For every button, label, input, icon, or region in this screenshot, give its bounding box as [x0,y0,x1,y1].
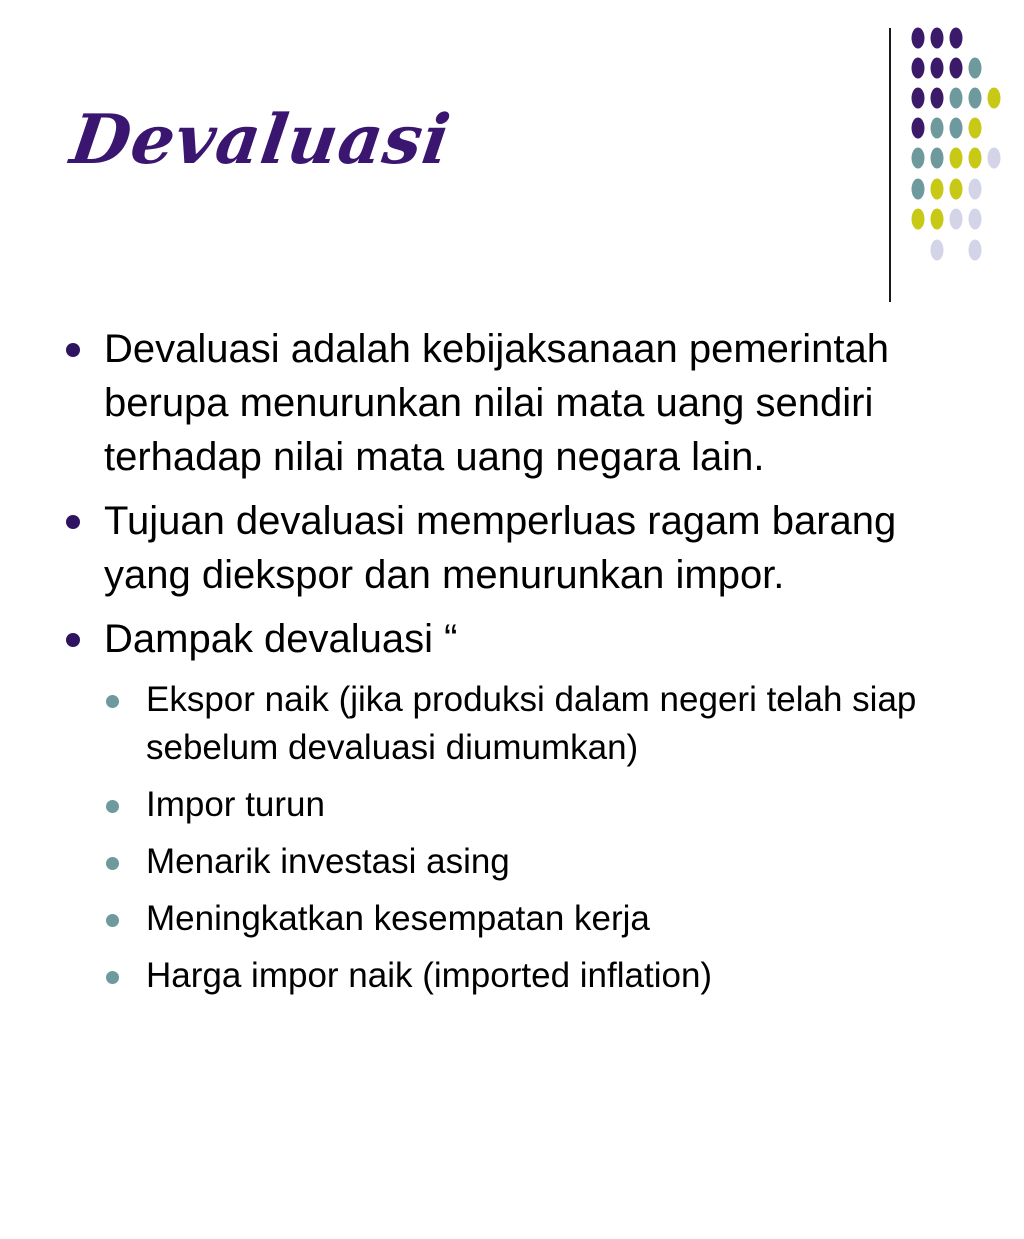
sub-bullet-list [104,676,966,1000]
decorative-dot [950,118,963,139]
decorative-dot [931,209,944,230]
decorative-dot [912,209,925,230]
decorative-dot [931,58,944,79]
decorative-dot [969,118,982,139]
sub-bullet-text: Ekspor naik (jika produksi dalam negeri telah siap sebelum devaluasi diumumkan) [146,680,917,767]
sub-bullet-text: Meningkatkan kesempatan kerja [146,899,650,938]
bullet-list [66,322,966,1010]
decorative-dot [912,28,925,49]
bullet-text: Dampak devaluasi “ [104,617,458,661]
decorative-dot [950,209,963,230]
bullet-icon [66,515,80,529]
decorative-dot [931,148,944,169]
decorative-dot [931,240,944,261]
bullet-text: Devaluasi adalah kebijaksanaan pemerintah berupa menurunkan nilai mata uang sendiri terhadap nilai mata uang negara lain. [104,327,889,479]
decorative-dot [931,28,944,49]
vertical-divider [889,28,891,302]
bullet-icon [66,343,80,357]
bullet-icon [66,633,80,647]
decorative-dot [931,118,944,139]
decorative-dot [931,179,944,200]
bullet-item [66,322,966,484]
sub-bullet-text: Menarik investasi asing [146,842,510,881]
bullet-item [66,494,966,602]
decorative-dot [969,209,982,230]
decorative-dot [988,88,1001,109]
decorative-dot [950,58,963,79]
sub-bullet-icon [106,914,119,927]
sub-bullet-text: Impor turun [146,785,325,824]
sub-bullet-icon [106,695,119,708]
bullet-text: Tujuan devaluasi memperluas ragam barang yang diekspor dan menurunkan impor. [104,499,897,597]
decorative-dot [912,179,925,200]
decorative-dot [912,148,925,169]
decorative-dot [969,58,982,79]
decorative-dot [950,148,963,169]
decorative-dot [950,28,963,49]
decorative-dot [912,58,925,79]
decorative-dot [912,88,925,109]
decorative-dot [969,88,982,109]
sub-bullet-icon [106,857,119,870]
bullet-item [66,612,966,1000]
decorative-dot [950,88,963,109]
sub-bullet-text: Harga impor naik (imported inflation) [146,956,713,995]
sub-bullet-item [104,952,926,1000]
slide-title: Devaluasi [66,100,456,180]
decorative-dot [969,148,982,169]
decorative-dot [912,118,925,139]
sub-bullet-item [104,895,926,943]
decorative-dot [969,240,982,261]
decorative-dot [950,179,963,200]
sub-bullet-item [104,838,926,886]
decorative-dot [931,88,944,109]
sub-bullet-icon [106,800,119,813]
sub-bullet-icon [106,971,119,984]
decorative-dot [969,179,982,200]
decorative-dot [988,148,1001,169]
sub-bullet-item [104,781,926,829]
sub-bullet-item [104,676,926,772]
